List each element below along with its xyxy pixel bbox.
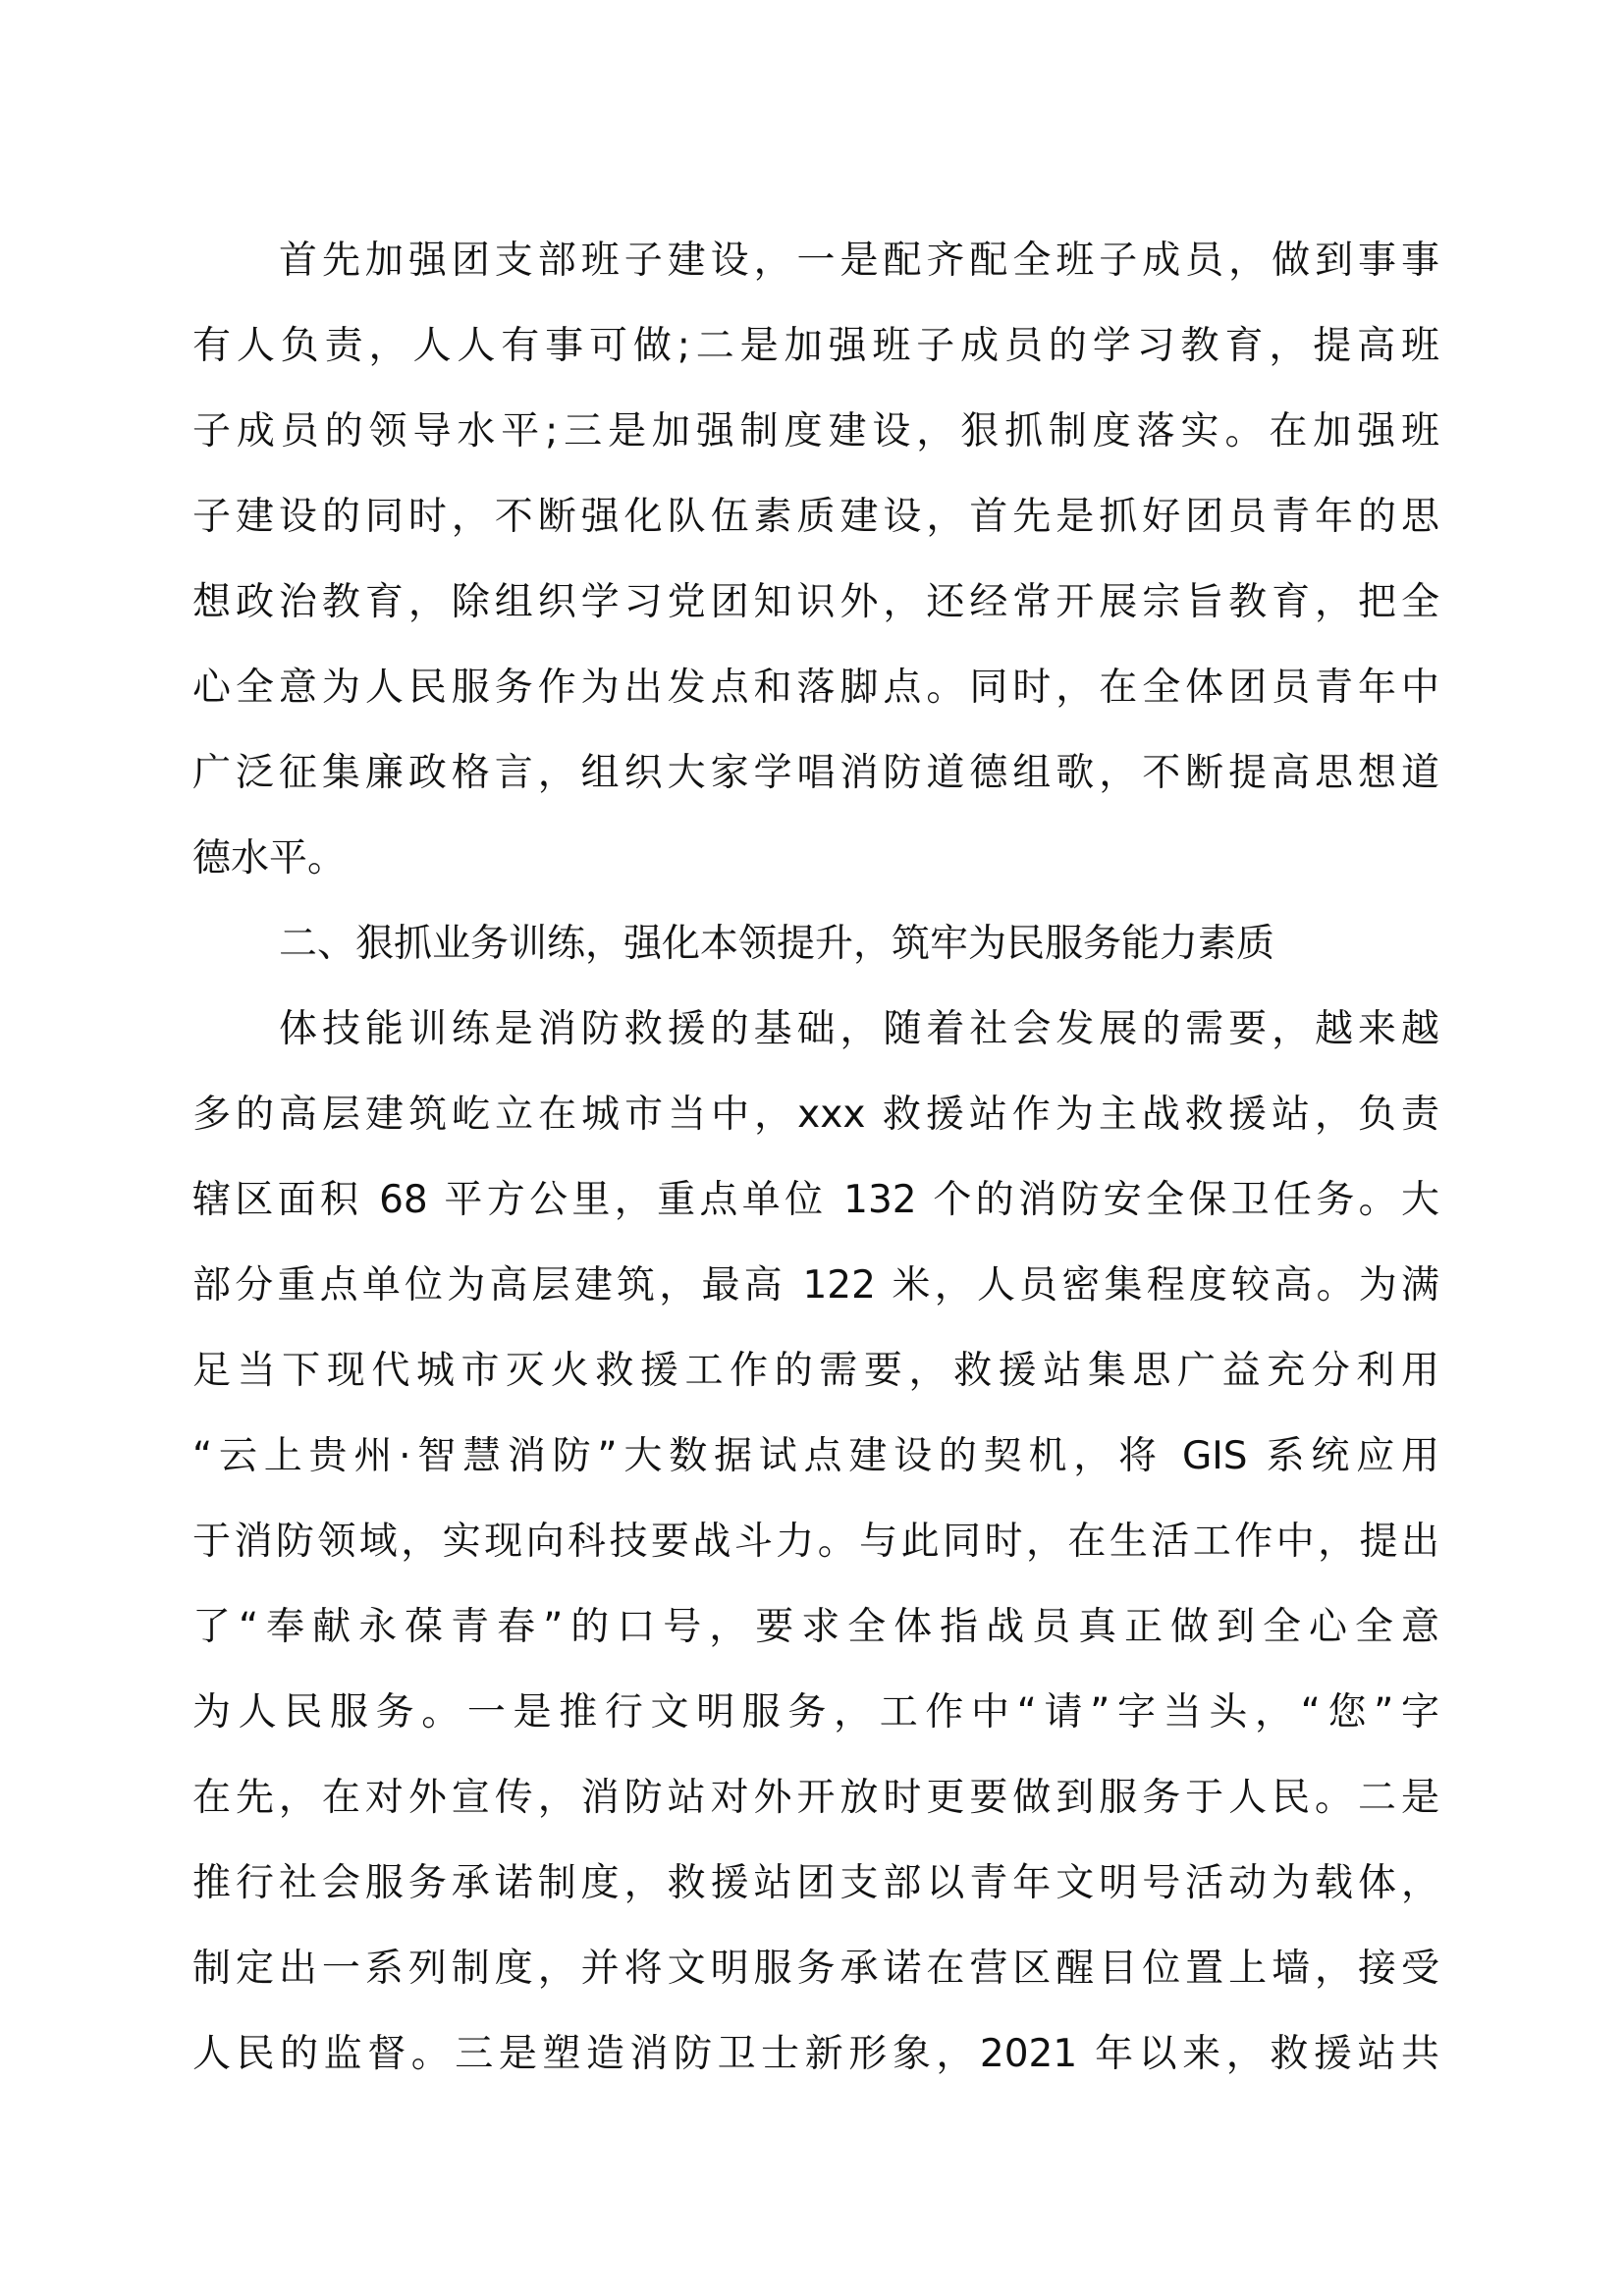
document-page <box>192 218 1439 2097</box>
paragraph-1-line-8: 德水平。 <box>192 836 347 881</box>
paragraph-2-line-6: “云上贵州·智慧消防”大数据试点建设的契机，将 GIS 系统应用 <box>192 1434 1439 1478</box>
paragraph-2-line-4: 部分重点单位为高层建筑，最高 122 米，人员密集程度较高。为满 <box>192 1263 1439 1308</box>
paragraph-1-line-7: 广泛征集廉政格言，组织大家学唱消防道德组歌，不断提高思想道 <box>192 751 1439 795</box>
paragraph-1-line-3: 子成员的领导水平;三是加强制度建设，狠抓制度落实。在加强班 <box>192 409 1439 454</box>
paragraph-1-line-4: 子建设的同时，不断强化队伍素质建设，首先是抓好团员青年的思 <box>192 495 1439 539</box>
paragraph-2-line-5: 足当下现代城市灭火救援工作的需要，救援站集思广益充分利用 <box>192 1349 1439 1393</box>
paragraph-1-line-2: 有人负责，人人有事可做;二是加强班子成员的学习教育，提高班 <box>192 324 1439 368</box>
paragraph-2-line-8: 了“奉献永葆青春”的口号，要求全体指战员真正做到全心全意 <box>192 1605 1439 1649</box>
paragraph-1-line-1: 首先加强团支部班子建设，一是配齐配全班子成员，做到事事 <box>279 239 1439 283</box>
paragraph-2-line-13: 人民的监督。三是塑造消防卫士新形象，2021 年以来，救援站共 <box>192 2032 1439 2076</box>
section-heading: 二、狠抓业务训练，强化本领提升，筑牢为民服务能力素质 <box>279 922 1275 966</box>
paragraph-1-line-5: 想政治教育，除组织学习党团知识外，还经常开展宗旨教育，把全 <box>192 580 1439 624</box>
paragraph-2-line-3: 辖区面积 68 平方公里，重点单位 132 个的消防安全保卫任务。大 <box>192 1178 1439 1222</box>
paragraph-2-line-7: 于消防领域，实现向科技要战斗力。与此同时，在生活工作中，提出 <box>192 1520 1439 1564</box>
paragraph-2-line-2: 多的高层建筑屹立在城市当中，xxx 救援站作为主战救援站，负责 <box>192 1093 1439 1137</box>
paragraph-1-line-6: 心全意为人民服务作为出发点和落脚点。同时，在全体团员青年中 <box>192 666 1439 710</box>
paragraph-2-line-1: 体技能训练是消防救援的基础，随着社会发展的需要，越来越 <box>279 1007 1439 1051</box>
paragraph-2-line-9: 为人民服务。一是推行文明服务，工作中“请”字当头，“您”字 <box>192 1690 1439 1735</box>
paragraph-2-line-12: 制定出一系列制度，并将文明服务承诺在营区醒目位置上墙，接受 <box>192 1947 1439 1991</box>
paragraph-2-line-11: 推行社会服务承诺制度，救援站团支部以青年文明号活动为载体， <box>192 1861 1439 1905</box>
paragraph-2-line-10: 在先，在对外宣传，消防站对外开放时更要做到服务于人民。二是 <box>192 1776 1439 1820</box>
